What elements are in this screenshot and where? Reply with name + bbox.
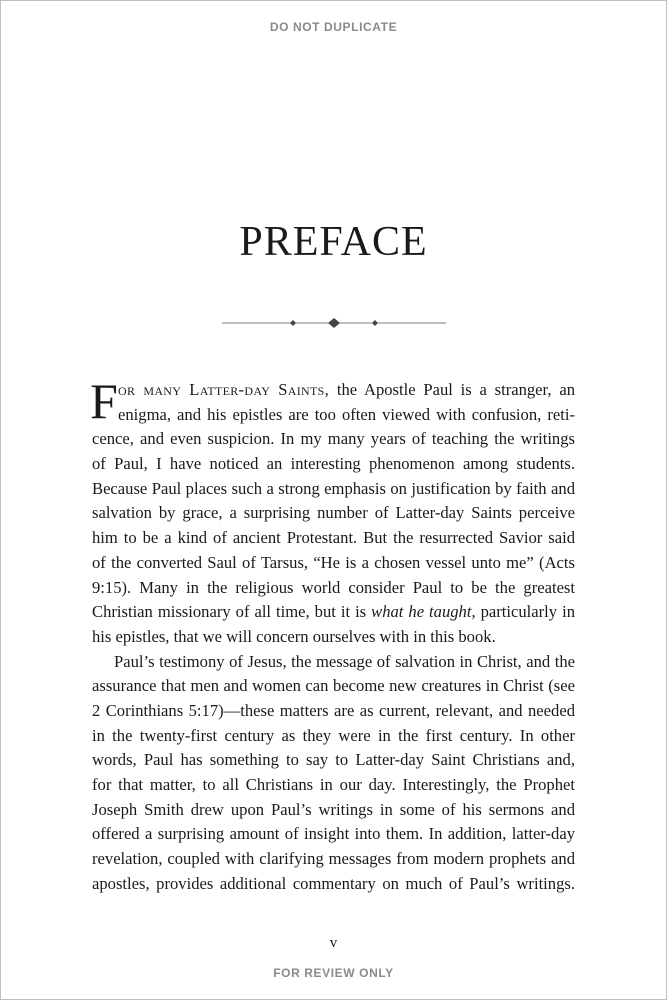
body-text [90,373,575,896]
page-number: v [329,935,338,951]
text-line: Because Paul places such a strong emphasis on justification by faith and [92,478,575,498]
text-line: his epistles, that we will concern ourselves with in this book. [92,626,496,646]
text-line: cence, and even suspicion. In my many years of teaching the writings [92,429,575,449]
text-line: of Paul, I have noticed an interesting phenomenon among students. [92,454,575,474]
text-line: salvation by grace, a surprising number of Latter-day Saints perceive [92,503,575,523]
diamond-rule-ornament-icon [222,316,446,330]
text-segment: Christian missionary of all time, but it is [92,602,372,622]
text-segment: , particularly in [471,602,575,622]
text-line [92,378,575,403]
text-line: in the twenty-first century as they were in the first century. In other [92,725,575,745]
text-line: him to be a kind of ancient Protestant. But the resurrected Savior said [92,528,575,548]
watermark-bottom: FOR REVIEW ONLY [273,966,394,980]
text-line: Joseph Smith drew upon Paul’s writings in some of his sermons and [92,799,575,819]
watermark-top: DO NOT DUPLICATE [269,20,398,34]
drop-cap: F [90,373,118,429]
emphasis-text: what he taught [371,602,472,622]
text-line: for that matter, to all Christians in our day. Interestingly, the Prophet [92,775,575,794]
text-segment: the Apostle Paul is a stranger, an [329,380,575,399]
chapter-title: PREFACE [239,219,428,265]
text-line: assurance that men and women can become new creatures in Christ (see [92,676,575,696]
text-line: revelation, coupled with clarifying messages from modern prophets and [92,849,575,869]
text-line [92,600,575,625]
text-line: enigma, and his epistles are too often viewed with confusion, reti- [118,404,575,424]
text-line: 9:15). Many in the religious world consider Paul to be the greatest [92,577,575,597]
text-line: words, Paul has something to say to Latter-day Saint Christians and, [92,750,575,770]
text-line: Paul’s testimony of Jesus, the message of salvation in Christ, and the [114,651,575,671]
text-line: apostles, provides additional commentary on much of Paul’s writings. [92,873,575,893]
text-line: offered a surprising amount of insight into them. In addition, latter-day [92,824,575,844]
text-line: 2 Corinthians 5:17)—these matters are as current, relevant, and needed [92,700,575,720]
text-line: of the converted Saul of Tarsus, “He is a chosen vessel unto me” (Acts [92,552,575,572]
smallcaps-lead: or many Latter-day Saints, [118,380,330,399]
